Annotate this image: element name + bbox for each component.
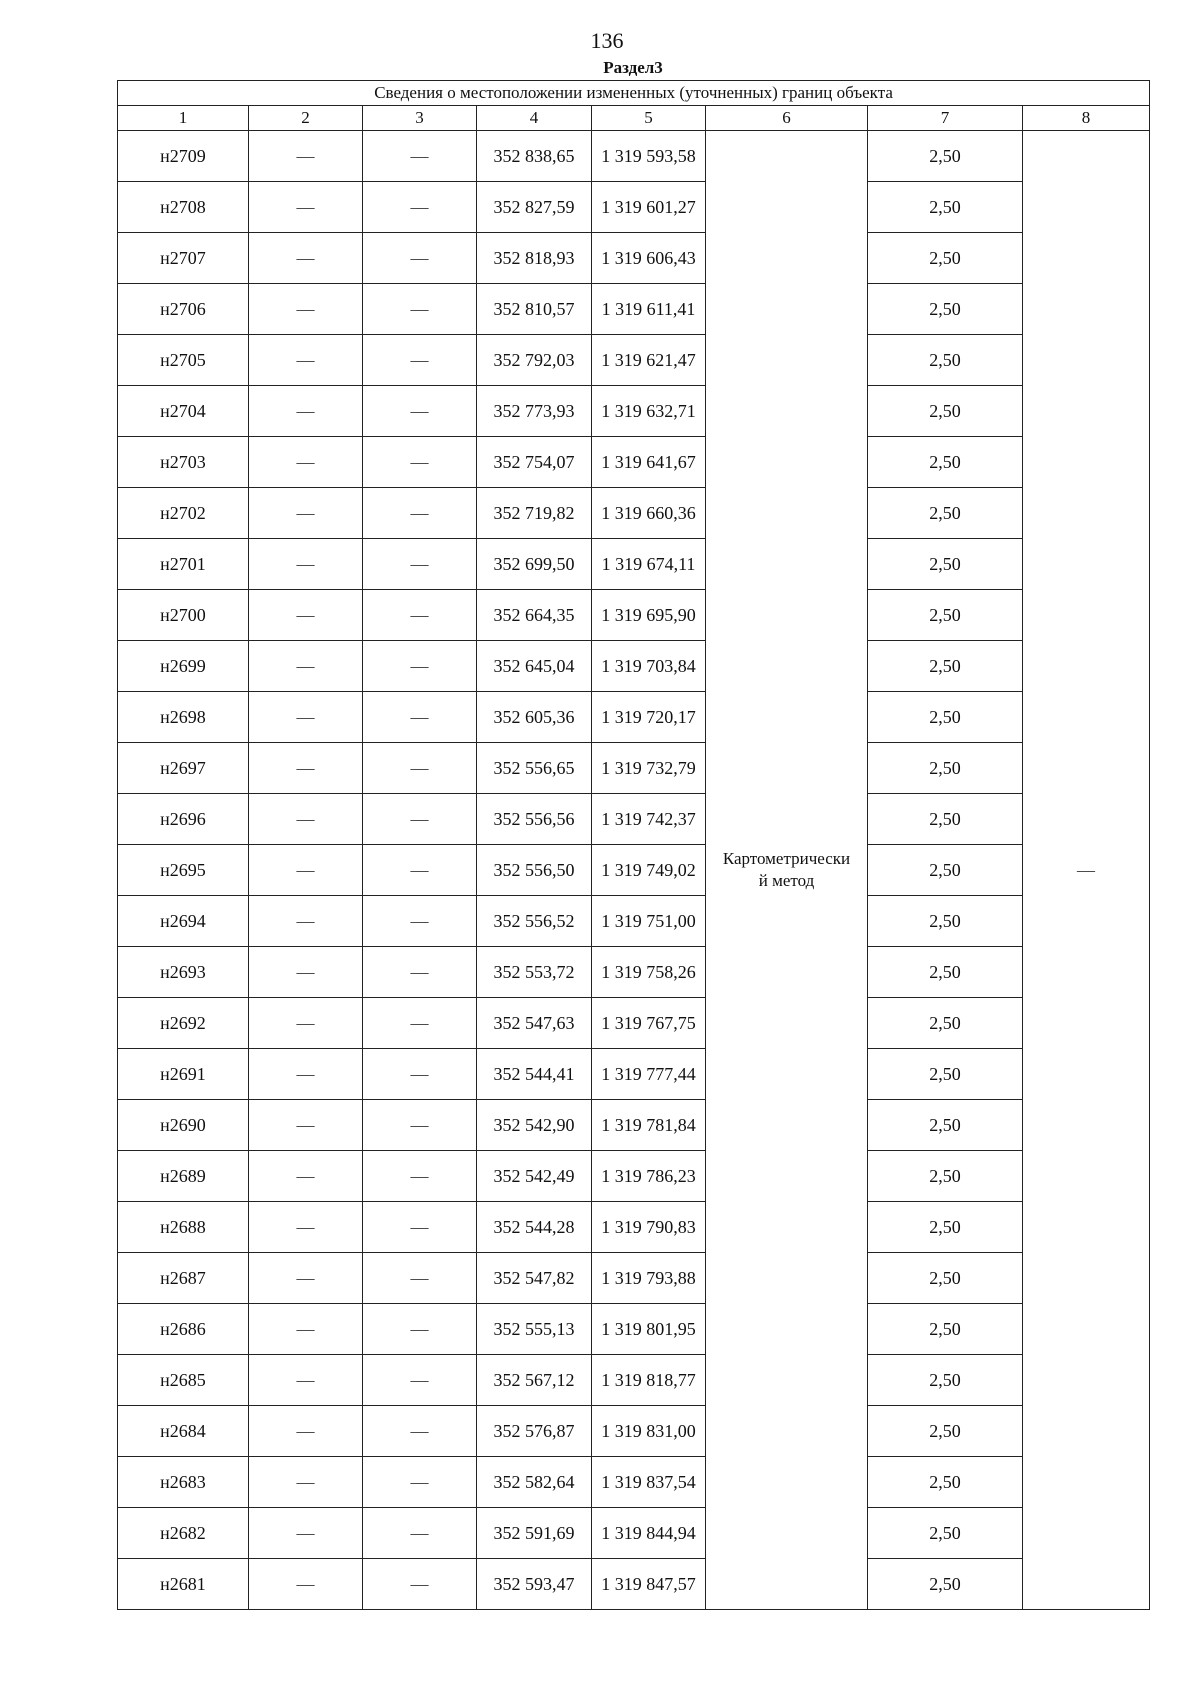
- method-cell: Картометрически й метод: [706, 131, 868, 1610]
- table-row: [118, 590, 1150, 641]
- column-3-cell: —: [363, 131, 477, 182]
- column-3-cell: —: [363, 284, 477, 335]
- point-name-cell: н2701: [118, 539, 249, 590]
- point-name-cell: н2691: [118, 1049, 249, 1100]
- y-coordinate-cell: 1 319 601,27: [592, 182, 706, 233]
- boundary-coordinates-table: [117, 80, 1150, 1610]
- table-caption: Сведения о местоположении измененных (уточненных) границ объекта: [118, 81, 1150, 106]
- accuracy-cell: 2,50: [868, 896, 1023, 947]
- point-name-cell: н2693: [118, 947, 249, 998]
- column-number-6: 6: [706, 106, 868, 131]
- x-coordinate-cell: 352 576,87: [477, 1406, 592, 1457]
- accuracy-cell: 2,50: [868, 1406, 1023, 1457]
- point-name-cell: н2684: [118, 1406, 249, 1457]
- point-name-cell: н2683: [118, 1457, 249, 1508]
- column-3-cell: —: [363, 488, 477, 539]
- point-name-cell: н2705: [118, 335, 249, 386]
- x-coordinate-cell: 352 591,69: [477, 1508, 592, 1559]
- y-coordinate-cell: 1 319 777,44: [592, 1049, 706, 1100]
- point-name-cell: н2686: [118, 1304, 249, 1355]
- column-2-cell: —: [249, 1355, 363, 1406]
- x-coordinate-cell: 352 555,13: [477, 1304, 592, 1355]
- accuracy-cell: 2,50: [868, 1559, 1023, 1610]
- table-row: [118, 794, 1150, 845]
- column-8-cell: —: [1023, 131, 1150, 1610]
- point-name-cell: н2685: [118, 1355, 249, 1406]
- x-coordinate-cell: 352 567,12: [477, 1355, 592, 1406]
- column-3-cell: —: [363, 896, 477, 947]
- table-row: [118, 488, 1150, 539]
- column-2-cell: —: [249, 1049, 363, 1100]
- y-coordinate-cell: 1 319 621,47: [592, 335, 706, 386]
- column-2-cell: —: [249, 845, 363, 896]
- x-coordinate-cell: 352 605,36: [477, 692, 592, 743]
- y-coordinate-cell: 1 319 844,94: [592, 1508, 706, 1559]
- x-coordinate-cell: 352 547,63: [477, 998, 592, 1049]
- column-3-cell: —: [363, 386, 477, 437]
- column-2-cell: —: [249, 1406, 363, 1457]
- column-2-cell: —: [249, 896, 363, 947]
- table-row: [118, 641, 1150, 692]
- column-2-cell: —: [249, 1100, 363, 1151]
- x-coordinate-cell: 352 593,47: [477, 1559, 592, 1610]
- column-2-cell: —: [249, 539, 363, 590]
- column-3-cell: —: [363, 335, 477, 386]
- table-row: [118, 896, 1150, 947]
- table-row: [118, 539, 1150, 590]
- y-coordinate-cell: 1 319 593,58: [592, 131, 706, 182]
- column-3-cell: —: [363, 1049, 477, 1100]
- column-3-cell: —: [363, 590, 477, 641]
- column-2-cell: —: [249, 335, 363, 386]
- y-coordinate-cell: 1 319 751,00: [592, 896, 706, 947]
- accuracy-cell: 2,50: [868, 692, 1023, 743]
- y-coordinate-cell: 1 319 695,90: [592, 590, 706, 641]
- point-name-cell: н2708: [118, 182, 249, 233]
- column-3-cell: —: [363, 1559, 477, 1610]
- accuracy-cell: 2,50: [868, 437, 1023, 488]
- table-row: [118, 1304, 1150, 1355]
- y-coordinate-cell: 1 319 732,79: [592, 743, 706, 794]
- table-row: [118, 692, 1150, 743]
- column-2-cell: —: [249, 488, 363, 539]
- x-coordinate-cell: 352 544,41: [477, 1049, 592, 1100]
- column-number-3: 3: [363, 106, 477, 131]
- column-2-cell: —: [249, 437, 363, 488]
- accuracy-cell: 2,50: [868, 743, 1023, 794]
- table-row: [118, 437, 1150, 488]
- x-coordinate-cell: 352 827,59: [477, 182, 592, 233]
- column-3-cell: —: [363, 1100, 477, 1151]
- table-row: [118, 1559, 1150, 1610]
- y-coordinate-cell: 1 319 786,23: [592, 1151, 706, 1202]
- x-coordinate-cell: 352 664,35: [477, 590, 592, 641]
- table-row: [118, 182, 1150, 233]
- x-coordinate-cell: 352 542,90: [477, 1100, 592, 1151]
- table-row: [118, 233, 1150, 284]
- x-coordinate-cell: 352 544,28: [477, 1202, 592, 1253]
- section-label: Раздел3: [603, 58, 663, 77]
- table-row: [118, 1457, 1150, 1508]
- point-name-cell: н2702: [118, 488, 249, 539]
- y-coordinate-cell: 1 319 660,36: [592, 488, 706, 539]
- column-2-cell: —: [249, 1457, 363, 1508]
- table-row: [118, 845, 1150, 896]
- column-2-cell: —: [249, 1304, 363, 1355]
- table-row: [118, 1355, 1150, 1406]
- column-number-2: 2: [249, 106, 363, 131]
- accuracy-cell: 2,50: [868, 1049, 1023, 1100]
- x-coordinate-cell: 352 773,93: [477, 386, 592, 437]
- point-name-cell: н2699: [118, 641, 249, 692]
- y-coordinate-cell: 1 319 641,67: [592, 437, 706, 488]
- y-coordinate-cell: 1 319 837,54: [592, 1457, 706, 1508]
- x-coordinate-cell: 352 754,07: [477, 437, 592, 488]
- column-2-cell: —: [249, 641, 363, 692]
- table-row: [118, 335, 1150, 386]
- accuracy-cell: 2,50: [868, 1100, 1023, 1151]
- point-name-cell: н2709: [118, 131, 249, 182]
- x-coordinate-cell: 352 556,52: [477, 896, 592, 947]
- table-row: [118, 1202, 1150, 1253]
- point-name-cell: н2687: [118, 1253, 249, 1304]
- table-row: [118, 1253, 1150, 1304]
- column-3-cell: —: [363, 182, 477, 233]
- column-number-1: 1: [118, 106, 249, 131]
- y-coordinate-cell: 1 319 818,77: [592, 1355, 706, 1406]
- column-2-cell: —: [249, 794, 363, 845]
- column-2-cell: —: [249, 1151, 363, 1202]
- x-coordinate-cell: 352 818,93: [477, 233, 592, 284]
- accuracy-cell: 2,50: [868, 1457, 1023, 1508]
- table-row: [118, 1151, 1150, 1202]
- table-row: [118, 947, 1150, 998]
- accuracy-cell: 2,50: [868, 1151, 1023, 1202]
- column-2-cell: —: [249, 182, 363, 233]
- y-coordinate-cell: 1 319 801,95: [592, 1304, 706, 1355]
- table-row: [118, 1100, 1150, 1151]
- column-number-4: 4: [477, 106, 592, 131]
- x-coordinate-cell: 352 556,56: [477, 794, 592, 845]
- column-3-cell: —: [363, 1151, 477, 1202]
- point-name-cell: н2696: [118, 794, 249, 845]
- x-coordinate-cell: 352 810,57: [477, 284, 592, 335]
- y-coordinate-cell: 1 319 742,37: [592, 794, 706, 845]
- column-2-cell: —: [249, 1253, 363, 1304]
- column-3-cell: —: [363, 1457, 477, 1508]
- accuracy-cell: 2,50: [868, 386, 1023, 437]
- accuracy-cell: 2,50: [868, 284, 1023, 335]
- accuracy-cell: 2,50: [868, 539, 1023, 590]
- column-3-cell: —: [363, 1304, 477, 1355]
- column-number-8: 8: [1023, 106, 1150, 131]
- accuracy-cell: 2,50: [868, 998, 1023, 1049]
- table-row: [118, 998, 1150, 1049]
- accuracy-cell: 2,50: [868, 1508, 1023, 1559]
- point-name-cell: н2695: [118, 845, 249, 896]
- y-coordinate-cell: 1 319 781,84: [592, 1100, 706, 1151]
- column-2-cell: —: [249, 131, 363, 182]
- x-coordinate-cell: 352 792,03: [477, 335, 592, 386]
- column-2-cell: —: [249, 233, 363, 284]
- accuracy-cell: 2,50: [868, 641, 1023, 692]
- column-number-7: 7: [868, 106, 1023, 131]
- page-number: 136: [590, 28, 624, 53]
- y-coordinate-cell: 1 319 831,00: [592, 1406, 706, 1457]
- column-number-5: 5: [592, 106, 706, 131]
- point-name-cell: н2703: [118, 437, 249, 488]
- x-coordinate-cell: 352 542,49: [477, 1151, 592, 1202]
- column-3-cell: —: [363, 692, 477, 743]
- x-coordinate-cell: 352 582,64: [477, 1457, 592, 1508]
- x-coordinate-cell: 352 553,72: [477, 947, 592, 998]
- table-row: [118, 284, 1150, 335]
- column-3-cell: —: [363, 437, 477, 488]
- table-row: [118, 1406, 1150, 1457]
- column-2-cell: —: [249, 998, 363, 1049]
- column-3-cell: —: [363, 845, 477, 896]
- point-name-cell: н2689: [118, 1151, 249, 1202]
- x-coordinate-cell: 352 645,04: [477, 641, 592, 692]
- column-2-cell: —: [249, 692, 363, 743]
- accuracy-cell: 2,50: [868, 488, 1023, 539]
- accuracy-cell: 2,50: [868, 335, 1023, 386]
- point-name-cell: н2706: [118, 284, 249, 335]
- y-coordinate-cell: 1 319 606,43: [592, 233, 706, 284]
- accuracy-cell: 2,50: [868, 233, 1023, 284]
- table-row: [118, 1508, 1150, 1559]
- column-2-cell: —: [249, 1559, 363, 1610]
- table-row: [118, 131, 1150, 182]
- table-body: [118, 131, 1150, 1610]
- column-3-cell: —: [363, 641, 477, 692]
- column-3-cell: —: [363, 539, 477, 590]
- column-2-cell: —: [249, 284, 363, 335]
- x-coordinate-cell: 352 719,82: [477, 488, 592, 539]
- column-2-cell: —: [249, 947, 363, 998]
- y-coordinate-cell: 1 319 793,88: [592, 1253, 706, 1304]
- table-row: [118, 386, 1150, 437]
- column-3-cell: —: [363, 1508, 477, 1559]
- y-coordinate-cell: 1 319 611,41: [592, 284, 706, 335]
- point-name-cell: н2707: [118, 233, 249, 284]
- column-number-row: [118, 106, 1150, 131]
- x-coordinate-cell: 352 556,65: [477, 743, 592, 794]
- point-name-cell: н2698: [118, 692, 249, 743]
- y-coordinate-cell: 1 319 674,11: [592, 539, 706, 590]
- point-name-cell: н2682: [118, 1508, 249, 1559]
- y-coordinate-cell: 1 319 632,71: [592, 386, 706, 437]
- accuracy-cell: 2,50: [868, 131, 1023, 182]
- accuracy-cell: 2,50: [868, 1253, 1023, 1304]
- point-name-cell: н2688: [118, 1202, 249, 1253]
- point-name-cell: н2700: [118, 590, 249, 641]
- accuracy-cell: 2,50: [868, 182, 1023, 233]
- x-coordinate-cell: 352 547,82: [477, 1253, 592, 1304]
- y-coordinate-cell: 1 319 758,26: [592, 947, 706, 998]
- column-2-cell: —: [249, 1202, 363, 1253]
- column-3-cell: —: [363, 1253, 477, 1304]
- column-2-cell: —: [249, 590, 363, 641]
- y-coordinate-cell: 1 319 720,17: [592, 692, 706, 743]
- y-coordinate-cell: 1 319 847,57: [592, 1559, 706, 1610]
- x-coordinate-cell: 352 699,50: [477, 539, 592, 590]
- column-3-cell: —: [363, 233, 477, 284]
- column-2-cell: —: [249, 1508, 363, 1559]
- y-coordinate-cell: 1 319 767,75: [592, 998, 706, 1049]
- column-3-cell: —: [363, 743, 477, 794]
- accuracy-cell: 2,50: [868, 590, 1023, 641]
- point-name-cell: н2697: [118, 743, 249, 794]
- accuracy-cell: 2,50: [868, 1304, 1023, 1355]
- y-coordinate-cell: 1 319 703,84: [592, 641, 706, 692]
- point-name-cell: н2690: [118, 1100, 249, 1151]
- point-name-cell: н2704: [118, 386, 249, 437]
- y-coordinate-cell: 1 319 749,02: [592, 845, 706, 896]
- point-name-cell: н2694: [118, 896, 249, 947]
- point-name-cell: н2681: [118, 1559, 249, 1610]
- accuracy-cell: 2,50: [868, 1202, 1023, 1253]
- column-3-cell: —: [363, 1202, 477, 1253]
- accuracy-cell: 2,50: [868, 794, 1023, 845]
- column-3-cell: —: [363, 947, 477, 998]
- column-3-cell: —: [363, 1355, 477, 1406]
- column-3-cell: —: [363, 1406, 477, 1457]
- point-name-cell: н2692: [118, 998, 249, 1049]
- table-row: [118, 1049, 1150, 1100]
- y-coordinate-cell: 1 319 790,83: [592, 1202, 706, 1253]
- column-3-cell: —: [363, 998, 477, 1049]
- accuracy-cell: 2,50: [868, 1355, 1023, 1406]
- column-3-cell: —: [363, 794, 477, 845]
- table-row: [118, 743, 1150, 794]
- column-2-cell: —: [249, 743, 363, 794]
- accuracy-cell: 2,50: [868, 947, 1023, 998]
- x-coordinate-cell: 352 556,50: [477, 845, 592, 896]
- column-2-cell: —: [249, 386, 363, 437]
- x-coordinate-cell: 352 838,65: [477, 131, 592, 182]
- accuracy-cell: 2,50: [868, 845, 1023, 896]
